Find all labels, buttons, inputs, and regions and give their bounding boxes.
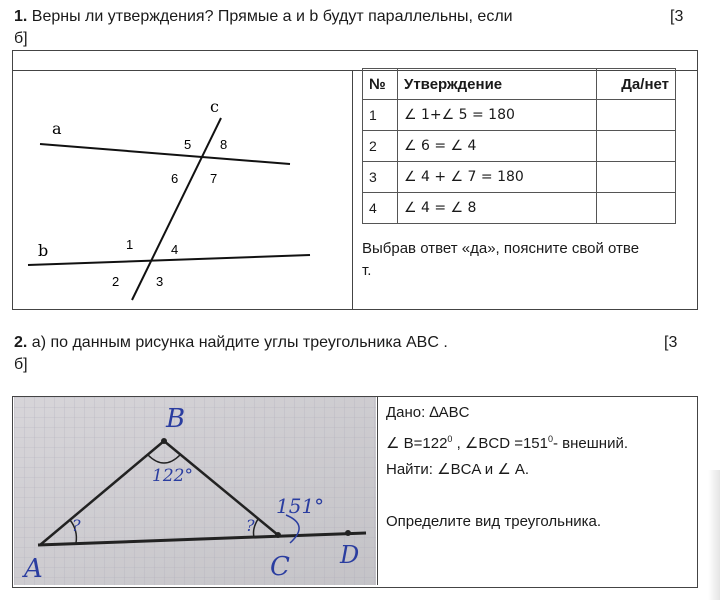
line-b: [28, 255, 310, 265]
frame-column-divider: [352, 70, 353, 309]
question-2-number: 2.: [14, 334, 28, 351]
parallel-lines-figure: [14, 72, 350, 306]
given-exterior-note: - внешний.: [553, 435, 629, 452]
given-angles: [386, 426, 628, 457]
label-c: c: [210, 97, 219, 116]
row-number: 3: [363, 162, 398, 193]
vertex-d-label: D: [340, 541, 360, 569]
angle-5-label: 5: [184, 137, 192, 152]
answer-cell[interactable]: [597, 193, 676, 224]
given-block: [386, 400, 628, 535]
given-angle-b: ∠ B=122: [386, 435, 448, 452]
header-answer: Да/нет: [597, 69, 676, 100]
task-line: Определите вид треугольника.: [386, 513, 602, 530]
angle-7-label: 7: [210, 171, 218, 186]
answer-cell[interactable]: [597, 100, 676, 131]
degree-sup-1: 0: [447, 434, 453, 444]
exterior-angle-value: 151°: [276, 494, 325, 518]
find-line: Найти: ∠BCA и ∠ A.: [386, 461, 530, 478]
angle-a-unknown: ?: [72, 516, 81, 535]
table-row: [363, 131, 676, 162]
answer-cell[interactable]: [597, 162, 676, 193]
angle-2-label: 2: [112, 274, 120, 289]
vertex-b-label: B: [166, 404, 186, 434]
header-number: №: [363, 69, 398, 100]
row-statement: ∠ 6 = ∠ 4: [398, 131, 597, 162]
line-a: [40, 144, 290, 164]
grid-paper: [14, 397, 376, 585]
point-b: [161, 438, 167, 444]
degree-sup-2: 0: [548, 434, 554, 444]
explain-note-line-1: Выбрав ответ «да», поясните свой отве: [362, 240, 640, 257]
statements-table: [362, 68, 676, 224]
angle-8-label: 8: [220, 137, 228, 152]
row-number: 1: [363, 100, 398, 131]
header-statement: Утверждение: [398, 69, 597, 100]
question-1-number: 1.: [14, 8, 28, 25]
vertex-a-label: A: [24, 554, 43, 584]
table-row: [363, 193, 676, 224]
triangle-photo: [14, 397, 376, 585]
question-1-statement: Верны ли утверждения? Прямые a и b будут параллельны, если: [31, 8, 513, 25]
question-2-statement: а) по данным рисунка найдите углы треугольника ABC .: [27, 334, 448, 351]
question-1-points: [3: [670, 8, 684, 25]
question-2-text: [14, 332, 448, 354]
point-c: [275, 532, 281, 538]
angle-b-value: 122°: [152, 466, 193, 486]
row-number: 2: [363, 131, 398, 162]
given-title: Дано: ∆ABC: [386, 404, 470, 421]
label-b: b: [38, 241, 49, 260]
angle-6-label: 6: [171, 171, 179, 186]
row-statement: ∠ 4 = ∠ 8: [398, 193, 597, 224]
angle-c-unknown: ?: [246, 516, 255, 535]
row-statement: ∠ 4 + ∠ 7 = 180: [398, 162, 597, 193]
table-row: [363, 162, 676, 193]
row-statement: ∠ 1+∠ 5 = 180: [398, 100, 597, 131]
angle-3-label: 3: [156, 274, 164, 289]
question-2-points-cont: б]: [14, 356, 28, 373]
page-edge-shadow: [708, 470, 720, 600]
table-row: [363, 100, 676, 131]
row-number: 4: [363, 193, 398, 224]
spacer: [386, 483, 628, 509]
angle-4-label: 4: [171, 242, 179, 257]
line-c: [132, 118, 221, 300]
question-2-points: [3: [664, 334, 678, 351]
answer-cell[interactable]: [597, 131, 676, 162]
label-a: a: [52, 119, 62, 138]
vertex-c-label: C: [270, 552, 290, 582]
photo-divider: [377, 397, 378, 585]
question-1-points-cont: б]: [14, 30, 28, 47]
given-angle-bcd: , ∠BCD =151: [452, 435, 548, 452]
angle-1-label: 1: [126, 237, 134, 252]
question-1-text: [14, 6, 513, 28]
table-header-row: [363, 69, 676, 100]
point-d: [345, 530, 351, 536]
explain-note-line-2: т.: [362, 262, 372, 279]
